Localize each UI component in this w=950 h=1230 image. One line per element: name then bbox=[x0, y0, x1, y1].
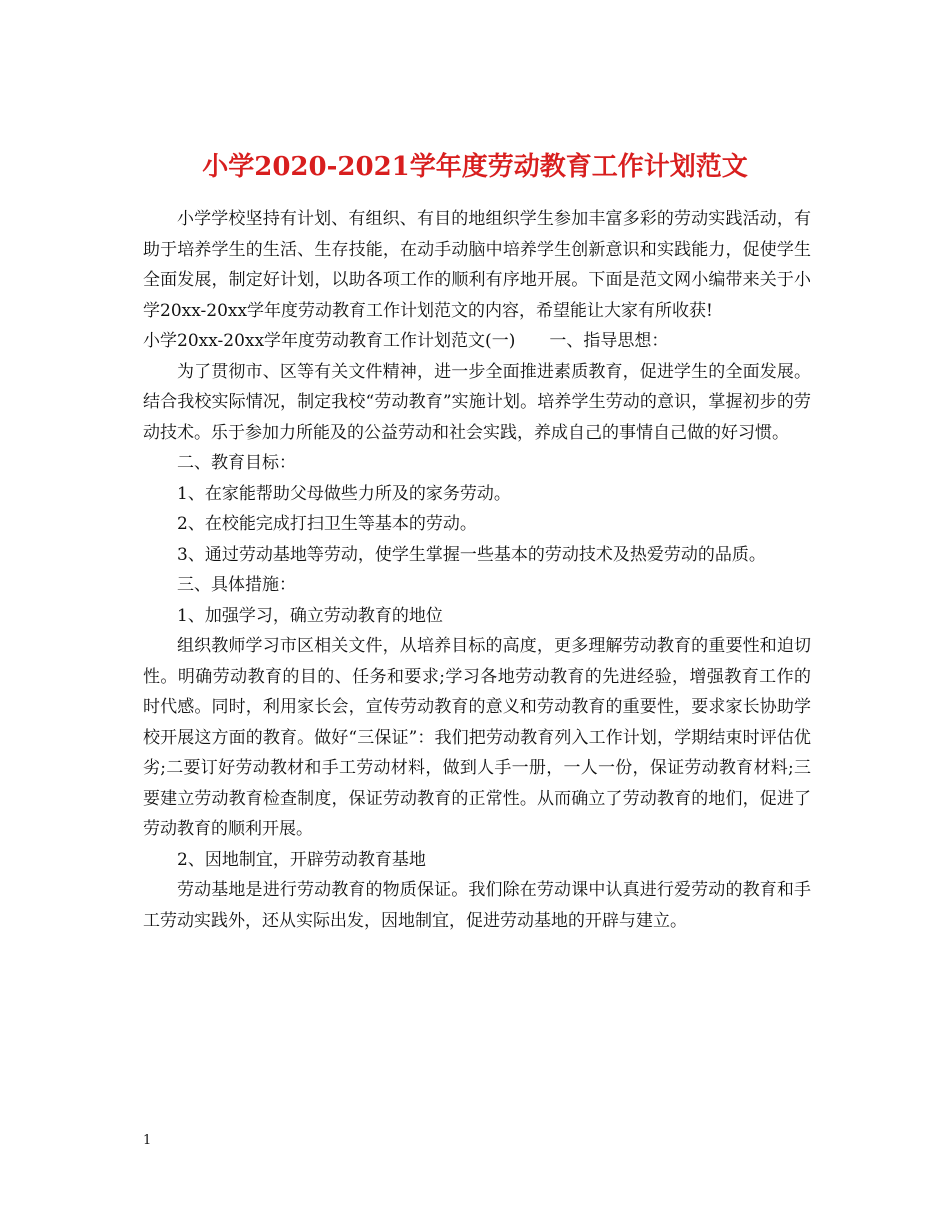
document-body bbox=[143, 204, 811, 936]
goal-item-3: 3、通过劳动基地等劳动，使学生掌握一些基本的劳动技术及热爱劳动的品质。 bbox=[177, 544, 766, 565]
page-number: 1 bbox=[143, 1133, 152, 1148]
goal-item-1: 1、在家能帮助父母做些力所及的家务劳动。 bbox=[177, 483, 511, 504]
guiding-thought-paragraph: 为了贯彻市、区等有关文件精神，进一步全面推进素质教育，促进学生的全面发展。结合我校实际情况，制定我校“劳动教育”实施计划。培养学生劳动的意识，掌握初步的劳动技术。乐于参加力所能及的公益劳动和社会实践，养成自己的事情自己做的好习惯。 bbox=[143, 361, 811, 443]
measure-2-paragraph: 劳动基地是进行劳动教育的物质保证。我们除在劳动课中认真进行爱劳动的教育和手工劳动实践外，还从实际出发，因地制宜，促进劳动基地的开辟与建立。 bbox=[143, 880, 811, 931]
document-title: 小学2020-2021学年度劳动教育工作计划范文 bbox=[202, 152, 748, 183]
measure-1-paragraph: 组织教师学习市区相关文件，从培养目标的高度，更多理解劳动教育的重要性和迫切性。明确劳动教育的目的、任务和要求;学习各地劳动教育的先进经验，增强教育工作的时代感。同时，利用家长会，宣传劳动教育的意义和劳动教育的重要性，要求家长协助学校开展这方面的教育。做好“三保证”：我们把劳动教育列入工作计划，学期结束时评估优劣;二要订好劳动教材和手工劳动材料，做到人手一册，一人一份，保证劳动教育材料;三要建立劳动教育检查制度，保证劳动教育的正常性。从而确立了劳动教育的地们，促进了劳动教育的顺利开展。 bbox=[143, 636, 811, 839]
measures-heading: 三、具体措施： bbox=[177, 575, 296, 595]
measure-1-heading: 1、加强学习，确立劳动教育的地位 bbox=[177, 605, 443, 626]
section-heading-line: 小学20xx-20xx学年度劳动教育工作计划范文(一) 一、指导思想： bbox=[143, 331, 669, 351]
measure-2-heading: 2、因地制宜，开辟劳动教育基地 bbox=[177, 849, 426, 870]
education-goals-heading: 二、教育目标： bbox=[177, 453, 296, 473]
intro-paragraph: 小学学校坚持有计划、有组织、有目的地组织学生参加丰富多彩的劳动实践活动，有助于培养学生的生活、生存技能，在动手动脑中培养学生创新意识和实践能力，促使学生全面发展，制定好计划，以助各项工作的顺利有序地开展。下面是范文网小编带来关于小学20xx-20xx学年度劳动教育工作计划范文的内容，希望能让大家有所收获! bbox=[143, 209, 811, 321]
goal-item-2: 2、在校能完成打扫卫生等基本的劳动。 bbox=[177, 514, 477, 534]
